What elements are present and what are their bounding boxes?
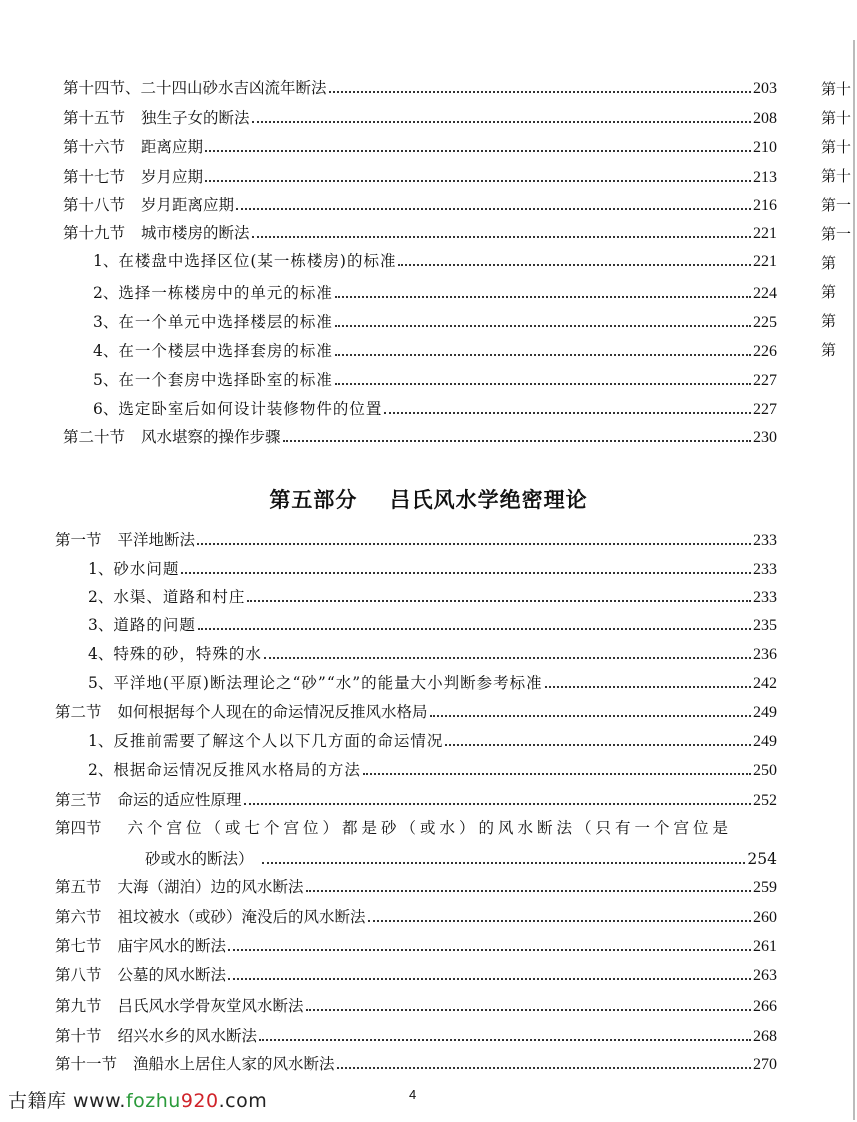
toc-entry[interactable] — [63, 194, 777, 216]
entry-label: 第六节 — [55, 908, 102, 926]
entry-title: 选定卧室后如何设计装修物件的位置 — [118, 400, 383, 418]
entry-title: 独生子女的断法 — [141, 109, 250, 127]
dot-leader — [335, 383, 751, 385]
edge-fragment: 第 — [821, 254, 837, 272]
entry-page: 236 — [753, 646, 777, 663]
entry-label: 4、 — [93, 342, 119, 360]
entry-label: 第四节 — [55, 819, 102, 837]
entry-title: 距离应期 — [141, 138, 204, 156]
entry-title: 城市楼房的断法 — [141, 224, 250, 242]
entry-page: 233 — [753, 561, 777, 578]
watermark-red: 920 — [180, 1090, 219, 1112]
entry-label: 1、 — [88, 560, 114, 578]
dot-leader — [306, 890, 751, 892]
entry-page: 270 — [753, 1056, 777, 1073]
entry-title: 大海（湖泊）边的风水断法 — [117, 878, 304, 896]
dot-leader — [264, 657, 751, 659]
dot-leader — [445, 744, 751, 746]
entry-title: 平洋地断法 — [117, 531, 196, 549]
toc-entry[interactable] — [88, 730, 777, 752]
entry-page: 268 — [753, 1028, 777, 1045]
entry-page: 235 — [753, 617, 777, 634]
toc-entry[interactable] — [88, 672, 777, 694]
part5-heading — [0, 484, 857, 514]
toc-entry[interactable] — [93, 250, 777, 272]
dot-leader — [306, 1009, 751, 1011]
toc-entry[interactable] — [55, 876, 777, 898]
toc-entry[interactable] — [55, 995, 777, 1017]
dot-leader — [252, 236, 751, 238]
toc-entry[interactable] — [93, 369, 777, 391]
entry-title: 在一个楼层中选择套房的标准 — [118, 342, 333, 360]
entry-title: 渔船水上居住人家的风水断法 — [133, 1055, 335, 1073]
entry-title: 六个宫位（或七个宫位）都是砂（或水）的风水断法（只有一个宫位是 — [127, 819, 733, 837]
entry-label: 第七节 — [55, 937, 102, 955]
toc-entry[interactable] — [93, 398, 777, 420]
entry-label: 第十七节 — [63, 168, 126, 186]
entry-label: 第十四节、 — [63, 79, 141, 97]
toc-entry[interactable] — [93, 282, 777, 304]
entry-label: 第十六节 — [63, 138, 126, 156]
dot-leader — [384, 412, 751, 414]
dot-leader — [205, 150, 751, 152]
toc-entry[interactable] — [55, 964, 777, 986]
entry-title: 岁月距离应期 — [141, 196, 235, 214]
entry-label: 第十一节 — [55, 1055, 118, 1073]
dot-leader — [398, 264, 751, 266]
entry-label: 2、 — [93, 284, 119, 302]
entry-title: 反推前需要了解这个人以下几方面的命运情况 — [113, 732, 444, 750]
entry-label: 第十五节 — [63, 109, 126, 127]
toc-entry[interactable] — [55, 935, 777, 957]
part-title: 吕氏风水学绝密理论 — [389, 487, 588, 512]
toc-entry[interactable] — [93, 340, 777, 362]
dot-leader — [335, 325, 751, 327]
toc-entry[interactable] — [63, 136, 777, 158]
page-number: 4 — [409, 1087, 417, 1102]
edge-fragment: 第一 — [821, 196, 852, 214]
toc-entry[interactable] — [55, 701, 777, 723]
entry-page: 261 — [753, 938, 777, 955]
entry-title: 岁月应期 — [141, 168, 204, 186]
dot-leader — [236, 208, 751, 210]
entry-label: 1、 — [93, 252, 119, 270]
edge-fragment: 第十 — [821, 138, 852, 156]
entry-page: 263 — [753, 967, 777, 984]
entry-page: 216 — [753, 197, 777, 214]
watermark-green: fozhu — [125, 1090, 181, 1112]
entry-page: 259 — [753, 879, 777, 896]
entry-label: 第八节 — [55, 966, 102, 984]
entry-label: 1、 — [88, 732, 114, 750]
entry-label: 2、 — [88, 588, 114, 606]
edge-fragment: 第一 — [821, 225, 852, 243]
watermark-prefix: 古籍库 www. — [8, 1090, 126, 1112]
entry-title: 砂水问题 — [113, 560, 180, 578]
entry-label: 3、 — [88, 616, 114, 634]
entry-title: 命运的适应性原理 — [117, 791, 242, 809]
entry-page: 250 — [753, 762, 777, 779]
dot-leader — [197, 543, 751, 545]
edge-fragment: 第十 — [821, 109, 852, 127]
toc-entry[interactable] — [88, 586, 777, 608]
entry-title: 选择一栋楼房中的单元的标准 — [118, 284, 333, 302]
page-edge-line — [853, 40, 855, 1120]
dot-leader — [430, 715, 751, 717]
entry-label: 第二节 — [55, 703, 102, 721]
toc-entry[interactable] — [63, 77, 777, 99]
toc-entry[interactable] — [55, 1053, 777, 1075]
dot-leader — [244, 803, 751, 805]
entry-label: 第十九节 — [63, 224, 126, 242]
entry-title: 公墓的风水断法 — [117, 966, 227, 984]
entry-page: 226 — [753, 343, 777, 360]
entry-label: 第一节 — [55, 531, 102, 549]
entry-page: 221 — [753, 225, 777, 242]
part-number: 第五部分 — [269, 487, 358, 512]
dot-leader — [198, 628, 751, 630]
entry-page: 252 — [753, 792, 777, 809]
entry-page: 230 — [753, 429, 777, 446]
entry-label: 第五节 — [55, 878, 102, 896]
toc-entry[interactable] — [88, 643, 777, 665]
entry-title: 二十四山砂水吉凶流年断法 — [140, 79, 327, 97]
entry-title: 庙宇风水的断法 — [117, 937, 227, 955]
entry-page: 225 — [753, 314, 777, 331]
entry-page: 233 — [753, 532, 777, 549]
dot-leader — [368, 920, 751, 922]
toc-entry[interactable] — [55, 817, 777, 839]
entry-page: 227 — [753, 401, 777, 418]
entry-page: 213 — [753, 169, 777, 186]
entry-label: 第十八节 — [63, 196, 126, 214]
entry-label: 第三节 — [55, 791, 102, 809]
watermark — [8, 1086, 267, 1113]
entry-title: 绍兴水乡的风水断法 — [117, 1027, 258, 1045]
entry-label: 第二十节 — [63, 428, 126, 446]
entry-title: 吕氏风水学骨灰堂风水断法 — [117, 997, 304, 1015]
entry-label: 3、 — [93, 313, 119, 331]
entry-label: 4、 — [88, 645, 114, 663]
toc-entry[interactable] — [63, 107, 777, 129]
entry-title: 特殊的砂，特殊的水 — [113, 645, 262, 663]
entry-title: 祖坟被水（或砂）淹没后的风水断法 — [117, 908, 366, 926]
toc-entry[interactable] — [93, 311, 777, 333]
dot-leader — [259, 1039, 751, 1041]
entry-page: 221 — [753, 253, 777, 270]
entry-page: 242 — [753, 675, 777, 692]
entry-page: 266 — [753, 998, 777, 1015]
entry-page: 208 — [753, 110, 777, 127]
entry-page: 254 — [747, 850, 777, 868]
entry-label: 2、 — [88, 761, 114, 779]
entry-title: 在一个套房中选择卧室的标准 — [118, 371, 333, 389]
entry-page: 249 — [753, 704, 777, 721]
edge-fragment: 第 — [821, 341, 837, 359]
dot-leader — [545, 686, 751, 688]
toc-entry[interactable] — [88, 614, 777, 636]
dot-leader — [181, 572, 751, 574]
entry-label: 第九节 — [55, 997, 102, 1015]
edge-fragment: 第 — [821, 283, 837, 301]
dot-leader — [262, 862, 746, 864]
entry-page: 260 — [753, 909, 777, 926]
toc-entry[interactable] — [63, 426, 777, 448]
dot-leader — [205, 180, 751, 182]
entry-title: 砂或水的断法） — [145, 850, 254, 868]
entry-label: 5、 — [93, 371, 119, 389]
entry-label: 6、 — [93, 400, 119, 418]
entry-title: 如何根据每个人现在的命运情况反推风水格局 — [117, 703, 428, 721]
edge-fragment: 第 — [821, 312, 837, 330]
entry-page: 233 — [753, 589, 777, 606]
dot-leader — [335, 354, 751, 356]
toc-entry[interactable] — [63, 222, 777, 244]
toc-entry[interactable] — [88, 759, 777, 781]
entry-title: 水渠、道路和村庄 — [113, 588, 246, 606]
dot-leader — [247, 600, 751, 602]
entry-title: 根据命运情况反推风水格局的方法 — [113, 761, 361, 779]
entry-title: 在楼盘中选择区位(某一栋楼房)的标准 — [118, 252, 397, 270]
next-page-edge — [809, 0, 857, 1122]
toc-entry[interactable] — [88, 558, 777, 580]
toc-entry[interactable] — [55, 906, 777, 928]
dot-leader — [283, 440, 751, 442]
entry-label: 5、 — [88, 674, 114, 692]
dot-leader — [228, 978, 751, 980]
entry-title: 道路的问题 — [113, 616, 196, 634]
dot-leader — [337, 1067, 751, 1069]
entry-label: 第十节 — [55, 1027, 102, 1045]
toc-entry-continuation[interactable] — [145, 847, 777, 869]
toc-entry[interactable] — [55, 529, 777, 551]
entry-page: 224 — [753, 285, 777, 302]
watermark-suffix: .com — [218, 1090, 268, 1112]
toc-entry[interactable] — [55, 1025, 777, 1047]
entry-page: 227 — [753, 372, 777, 389]
dot-leader — [335, 296, 751, 298]
dot-leader — [329, 91, 751, 93]
entry-title: 风水堪察的操作步骤 — [141, 428, 281, 446]
entry-title: 在一个单元中选择楼层的标准 — [118, 313, 333, 331]
entry-title: 平洋地(平原)断法理论之“砂”“水”的能量大小判断参考标准 — [113, 674, 543, 692]
edge-fragment: 第十 — [821, 80, 852, 98]
entry-page: 203 — [753, 80, 777, 97]
toc-entry[interactable] — [55, 789, 777, 811]
entry-page: 210 — [753, 139, 777, 156]
dot-leader — [228, 949, 751, 951]
entry-page: 249 — [753, 733, 777, 750]
toc-entry[interactable] — [63, 166, 777, 188]
dot-leader — [252, 121, 751, 123]
edge-fragment: 第十 — [821, 167, 852, 185]
dot-leader — [363, 773, 751, 775]
